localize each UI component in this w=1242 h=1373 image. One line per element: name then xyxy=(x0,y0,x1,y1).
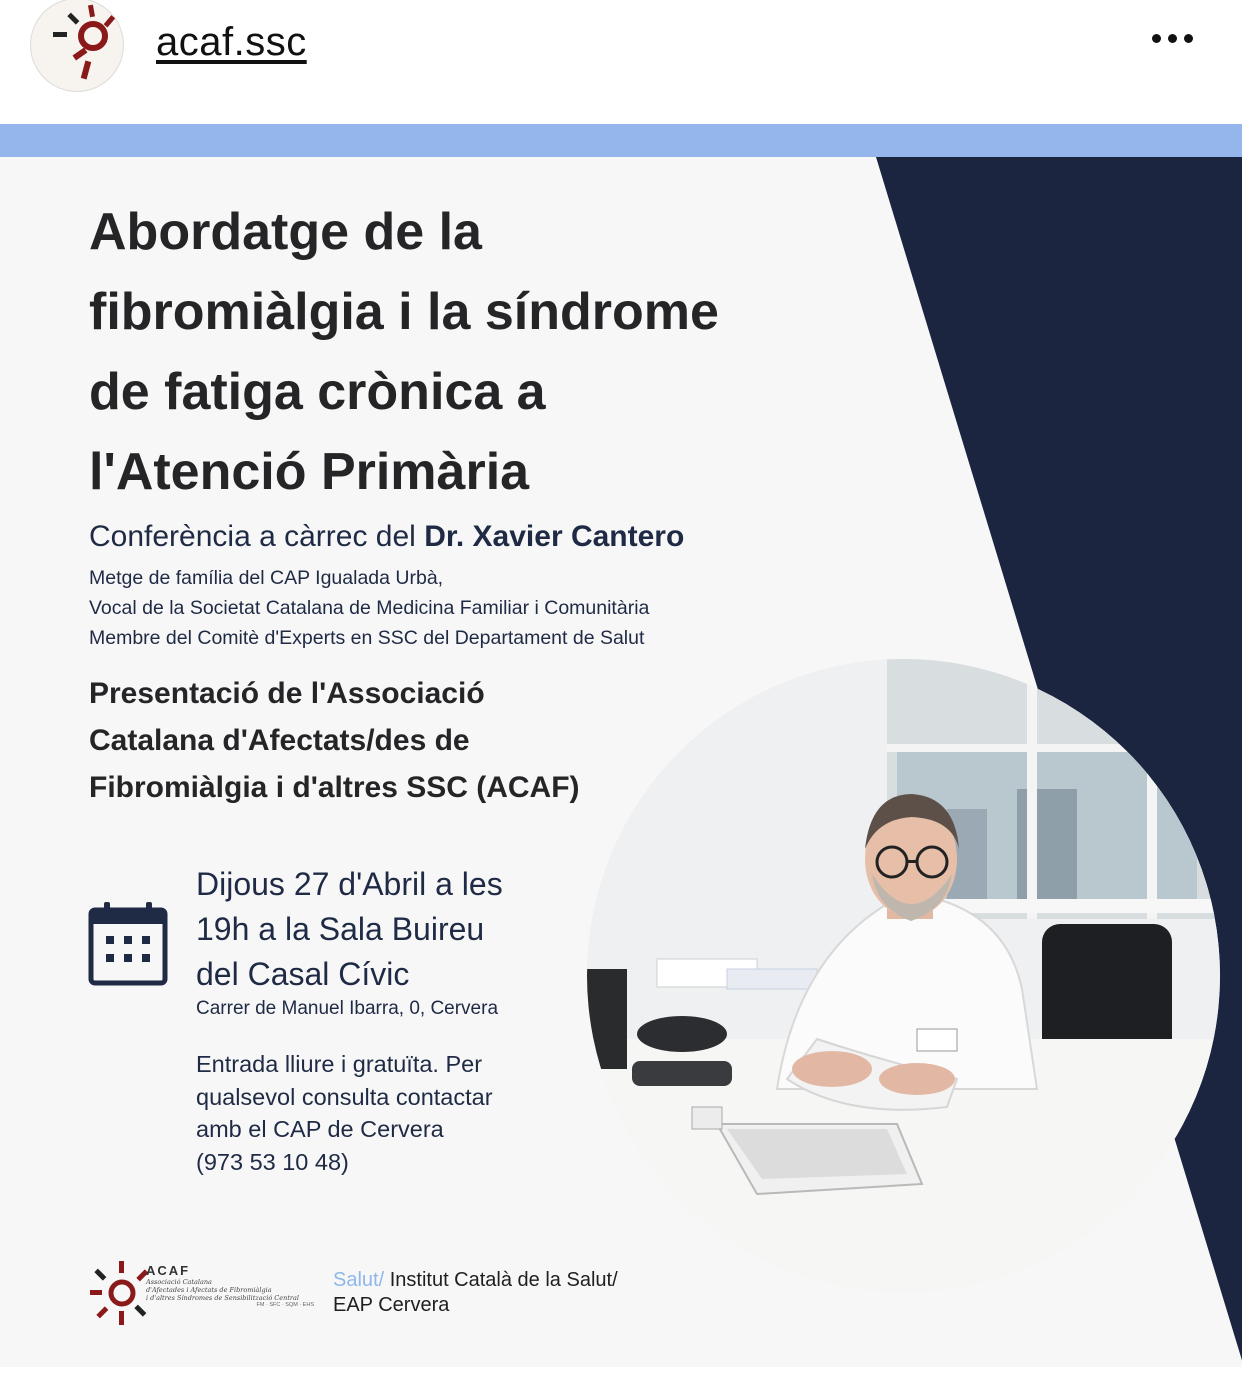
poster-title xyxy=(89,192,809,512)
post-image[interactable] xyxy=(0,124,1242,1367)
speaker-roles xyxy=(89,563,649,653)
title-line: de fatiga crònica a xyxy=(89,363,546,421)
avatar[interactable] xyxy=(30,0,124,92)
acaf-codes: FM · SFC · SQM · EHS xyxy=(256,1302,314,1308)
acaf-name: ACAF xyxy=(146,1263,191,1278)
acaf-footer-text xyxy=(146,1263,326,1308)
role-line: Membre del Comitè d'Experts en SSC del Departament de Salut xyxy=(89,627,645,649)
presentation-line: Fibromiàlgia i d'altres SSC (ACAF) xyxy=(89,771,580,804)
presentation-block xyxy=(89,670,580,811)
conference-line xyxy=(89,520,684,554)
acaf-sun-logo-icon xyxy=(31,0,125,93)
entry-info xyxy=(196,1048,493,1178)
entry-line: amb el CAP de Cervera xyxy=(196,1116,444,1142)
post-bottom-spacer xyxy=(0,1367,1242,1373)
title-line: Abordatge de la xyxy=(89,203,482,261)
salut-prefix: Salut/ xyxy=(333,1269,385,1291)
calendar-icon xyxy=(88,902,168,986)
event-details xyxy=(196,862,503,997)
entry-line: qualsevol consulta contactar xyxy=(196,1083,493,1110)
title-line: l'Atenció Primària xyxy=(89,443,530,501)
entry-line: (973 53 10 48) xyxy=(196,1148,349,1175)
salut-institute: Institut Català de la Salut/ xyxy=(384,1269,618,1291)
presentation-line: Catalana d'Afectats/des de xyxy=(89,724,470,757)
top-accent-bar xyxy=(0,124,1242,157)
entry-line: Entrada lliure i gratuïta. Per xyxy=(196,1051,483,1077)
acaf-desc-line: i d'altres Síndromes de Sensibilització Central xyxy=(146,1294,299,1302)
acaf-desc-line: d'Afectades i Afectats de Fibromiàlgia xyxy=(146,1286,272,1294)
presentation-line: Presentació de l'Associació xyxy=(89,677,485,710)
speaker-photo xyxy=(587,659,1220,1292)
salut-logo-text xyxy=(333,1268,618,1318)
more-options-icon[interactable] xyxy=(1152,34,1202,54)
event-line: Dijous 27 d'Abril a les xyxy=(196,866,503,902)
salut-line-2: EAP Cervera xyxy=(333,1294,450,1316)
event-line: del Casal Cívic xyxy=(196,956,410,992)
event-address: Carrer de Manuel Ibarra, 0, Cervera xyxy=(196,998,499,1019)
role-line: Metge de família del CAP Igualada Urbà, xyxy=(89,567,444,589)
username-link[interactable]: acaf.ssc xyxy=(156,20,307,64)
event-line: 19h a la Sala Buireu xyxy=(196,911,485,947)
conference-prefix: Conferència a càrrec del xyxy=(89,520,416,553)
dot xyxy=(1168,34,1177,43)
salut-line-1 xyxy=(333,1268,618,1293)
post-header xyxy=(0,0,1242,124)
title-line: fibromiàlgia i la síndrome xyxy=(89,283,719,341)
speaker-name: Dr. Xavier Cantero xyxy=(424,520,685,553)
speaker-photo-illustration xyxy=(587,659,1220,1292)
acaf-desc-line: Associació Catalana xyxy=(146,1278,212,1286)
dot xyxy=(1152,34,1161,43)
role-line: Vocal de la Societat Catalana de Medicina Familiar i Comunitària xyxy=(89,597,650,619)
dot xyxy=(1184,34,1193,43)
